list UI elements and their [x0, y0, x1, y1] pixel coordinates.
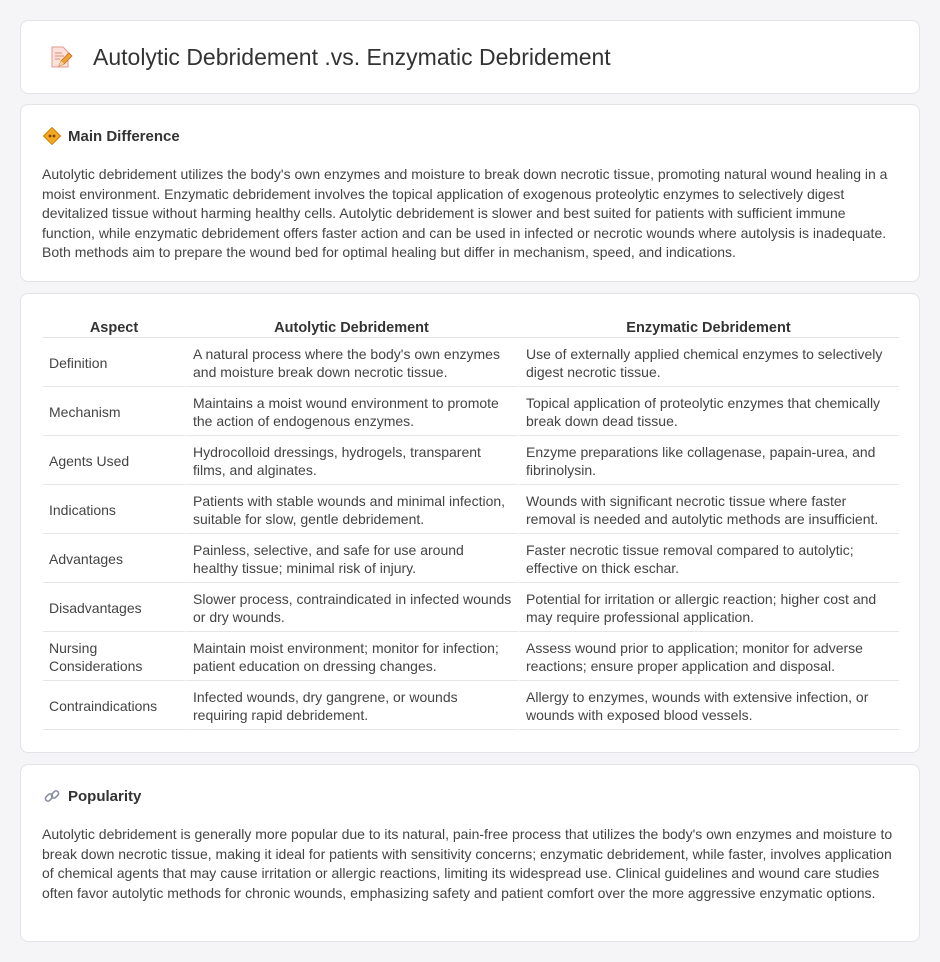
- title-card: [20, 20, 920, 94]
- row-autolytic: Maintain moist environment; monitor for infection; patient education on dressing changes.: [185, 632, 518, 681]
- row-autolytic: Painless, selective, and safe for use around healthy tissue; minimal risk of injury.: [185, 534, 518, 583]
- popularity-title: Popularity: [68, 787, 142, 805]
- table-row: [43, 583, 899, 632]
- header-aspect: Aspect: [43, 316, 185, 338]
- row-enzymatic: Faster necrotic tissue removal compared to autolytic; effective on thick eschar.: [518, 534, 899, 583]
- row-aspect: Mechanism: [43, 387, 185, 436]
- table-row: [43, 338, 899, 387]
- row-autolytic: Hydrocolloid dressings, hydrogels, transparent films, and alginates.: [185, 436, 518, 485]
- row-autolytic: Infected wounds, dry gangrene, or wounds requiring rapid debridement.: [185, 681, 518, 730]
- document-pencil-icon: [47, 44, 73, 70]
- header-autolytic: Autolytic Debridement: [185, 316, 518, 338]
- comparison-table: [43, 316, 899, 730]
- main-difference-section: [20, 104, 920, 282]
- header-enzymatic: Enzymatic Debridement: [518, 316, 899, 338]
- row-autolytic: A natural process where the body's own enzymes and moisture break down necrotic tissue.: [185, 338, 518, 387]
- row-enzymatic: Potential for irritation or allergic reaction; higher cost and may require professional application.: [518, 583, 899, 632]
- row-autolytic: Maintains a moist wound environment to promote the action of endogenous enzymes.: [185, 387, 518, 436]
- table-row: [43, 632, 899, 681]
- table-row: [43, 534, 899, 583]
- table-row: [43, 387, 899, 436]
- diamond-sign-icon: [43, 127, 61, 145]
- comparison-table-section: [20, 293, 920, 753]
- row-aspect: Indications: [43, 485, 185, 534]
- table-row: [43, 485, 899, 534]
- row-aspect: Nursing Considerations: [43, 632, 185, 681]
- row-autolytic: Patients with stable wounds and minimal infection, suitable for slow, gentle debridement.: [185, 485, 518, 534]
- table-row: [43, 681, 899, 730]
- row-enzymatic: Assess wound prior to application; monitor for adverse reactions; ensure proper application and disposal.: [518, 632, 899, 681]
- row-enzymatic: Wounds with significant necrotic tissue where faster removal is needed and autolytic methods are insufficient.: [518, 485, 899, 534]
- table-row: [43, 436, 899, 485]
- main-difference-text: Autolytic debridement utilizes the body's own enzymes and moisture to break down necrotic tissue, promoting natural wound healing in a moist environment. Enzymatic debridement involves the topical application of exogenous proteolytic enzymes to selectively digest devitalized tissue without harming healthy cells. Autolytic debridement is slower and best suited for patients with sufficient immune function, while enzymatic debridement offers faster action and can be used in infected or necrotic wounds where autolysis is inadequate. Both methods aim to prepare the wound bed for optimal healing but differ in mechanism, speed, and indications.: [42, 166, 888, 260]
- page-title: Autolytic Debridement .vs. Enzymatic Debridement: [93, 43, 611, 70]
- row-aspect: Definition: [43, 338, 185, 387]
- row-autolytic: Slower process, contraindicated in infected wounds or dry wounds.: [185, 583, 518, 632]
- popularity-text: Autolytic debridement is generally more popular due to its natural, pain-free process that utilizes the body's own enzymes and moisture to break down necrotic tissue, making it ideal for patients with sensitivity concerns; enzymatic debridement, while faster, involves application of chemical agents that may cause irritation or allergic reactions, limiting its widespread use. Clinical guidelines and wound care studies often favor autolytic methods for chronic wounds, emphasizing safety and patient comfort over the more aggressive enzymatic options.: [42, 826, 893, 901]
- row-aspect: Disadvantages: [43, 583, 185, 632]
- row-aspect: Advantages: [43, 534, 185, 583]
- popularity-section: [20, 764, 920, 942]
- row-aspect: Contraindications: [43, 681, 185, 730]
- row-aspect: Agents Used: [43, 436, 185, 485]
- link-icon: [43, 787, 61, 805]
- main-difference-title: Main Difference: [68, 127, 180, 145]
- row-enzymatic: Enzyme preparations like collagenase, papain-urea, and fibrinolysin.: [518, 436, 899, 485]
- row-enzymatic: Topical application of proteolytic enzymes that chemically break down dead tissue.: [518, 387, 899, 436]
- row-enzymatic: Allergy to enzymes, wounds with extensive infection, or wounds with exposed blood vessels.: [518, 681, 899, 730]
- table-header-row: [43, 316, 899, 338]
- row-enzymatic: Use of externally applied chemical enzymes to selectively digest necrotic tissue.: [518, 338, 899, 387]
